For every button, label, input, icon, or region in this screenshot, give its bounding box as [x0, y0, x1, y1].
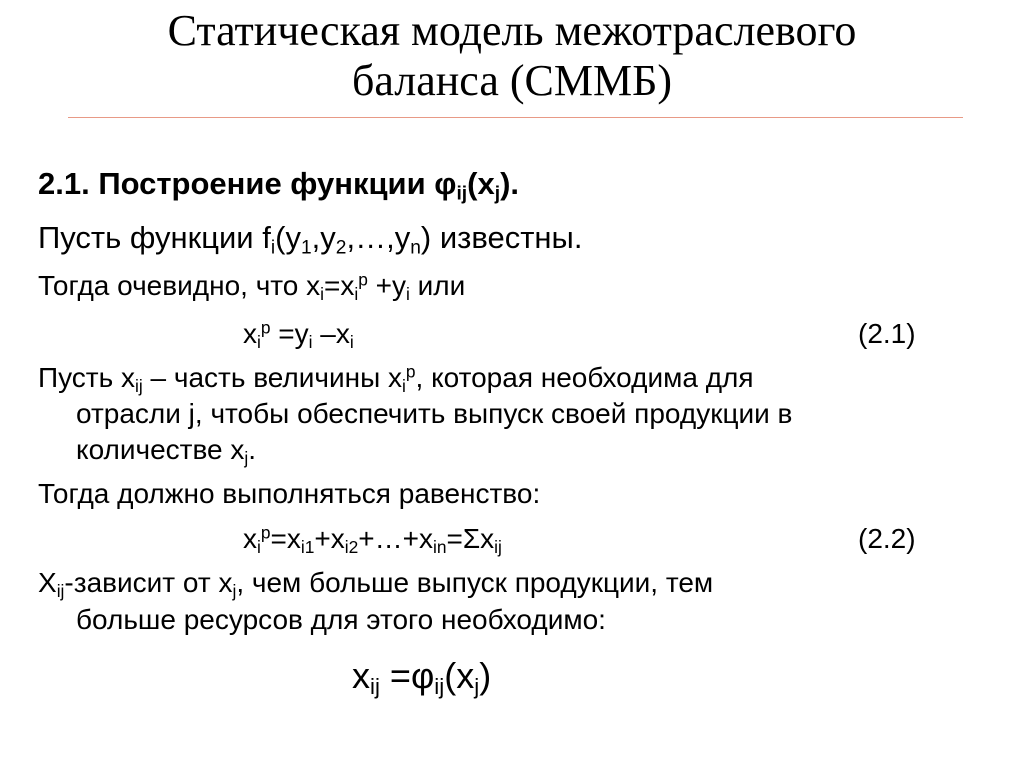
subscript: i: [354, 283, 359, 304]
subscript: i: [257, 331, 261, 352]
equation-number-2-1: (2.1): [858, 318, 916, 349]
subscript: i: [402, 375, 406, 396]
text-seg: , которая необходима для: [415, 362, 754, 393]
subscript: i2: [344, 536, 359, 557]
text-seg: +…+x: [358, 523, 433, 554]
text-line-obvious: [38, 270, 465, 302]
heading-text: 2.1. Построение функции: [38, 166, 435, 201]
subscript: 2: [335, 237, 347, 259]
text-seg: – часть величины x: [142, 362, 402, 393]
text-line-equality: Тогда должно выполняться равенство:: [38, 478, 541, 509]
text-seg: или: [409, 270, 466, 301]
text-seg: ,y: [311, 220, 336, 255]
text-line-resources: больше ресурсов для этого необходимо:: [76, 604, 606, 635]
subscript: ij: [370, 674, 380, 700]
subscript: i: [270, 237, 276, 259]
equation-2-2: [243, 523, 502, 555]
text-seg: x: [243, 318, 257, 349]
text-seg: =x: [270, 523, 301, 554]
subscript: i1: [300, 536, 315, 557]
subscript: ij: [494, 536, 502, 557]
text-seg: , чем больше выпуск продукции, тем: [236, 567, 714, 598]
text-seg: ,…,y: [346, 220, 411, 255]
text-seg: =x: [324, 270, 355, 301]
text-seg: .: [248, 434, 257, 465]
text-seg: Пусть функции f: [38, 220, 271, 255]
subscript: i: [257, 536, 261, 557]
subscript: ij: [434, 674, 445, 700]
slide-title: [0, 6, 1024, 106]
subscript: j: [244, 447, 249, 468]
superscript: p: [260, 317, 271, 338]
text-seg: количестве x: [76, 434, 245, 465]
text-seg: ) известны.: [420, 220, 583, 255]
text-seg: -зависит от x: [64, 567, 233, 598]
subscript: n: [410, 237, 421, 259]
heading-phi-sub: ij: [456, 183, 468, 205]
subscript: ij: [56, 580, 65, 601]
title-line-2: баланса (СММБ): [351, 56, 673, 105]
subscript: i: [308, 331, 313, 352]
title-divider: [68, 117, 963, 118]
text-seg: =Σx: [446, 523, 495, 554]
text-line-quantity: [76, 434, 256, 466]
heading-close: ).: [500, 166, 519, 201]
subscript: 1: [300, 237, 312, 259]
superscript: p: [405, 361, 416, 382]
equation-2-1: [243, 318, 354, 350]
text-line-xij-part: [38, 362, 754, 394]
superscript: p: [260, 522, 271, 543]
heading-open: (x: [467, 166, 495, 201]
superscript: p: [358, 269, 368, 290]
text-seg: Пусть x: [38, 362, 136, 393]
title-line-1: Статическая модель межотраслевого: [167, 6, 857, 55]
text-seg: =y: [270, 318, 309, 349]
text-seg: (y: [275, 220, 301, 255]
subscript: in: [432, 536, 447, 557]
text-seg: Тогда очевидно, что x: [38, 270, 321, 301]
heading-phi: φ: [434, 166, 457, 201]
section-heading: [38, 166, 519, 205]
subscript: i: [320, 283, 325, 304]
heading-x-sub: j: [494, 183, 501, 205]
text-seg: (x: [444, 655, 475, 696]
text-line-industry: отрасли j, чтобы обеспечить выпуск своей продукции в: [76, 398, 793, 429]
text-line-functions: [38, 220, 583, 259]
text-seg: =φ: [379, 655, 435, 696]
equation-function: [352, 655, 492, 700]
text-seg: X: [38, 567, 57, 598]
text-seg: ): [479, 655, 492, 696]
subscript: ij: [135, 375, 143, 396]
subscript: j: [232, 580, 237, 601]
subscript: i: [406, 283, 410, 304]
text-seg: +x: [314, 523, 345, 554]
equation-number-2-2: (2.2): [858, 523, 916, 554]
text-seg: x: [243, 523, 257, 554]
text-line-depends: [38, 567, 713, 599]
text-seg: –x: [312, 318, 350, 349]
subscript: i: [349, 331, 354, 352]
text-seg: x: [352, 655, 370, 696]
text-seg: +y: [367, 270, 407, 301]
subscript: j: [474, 674, 480, 700]
